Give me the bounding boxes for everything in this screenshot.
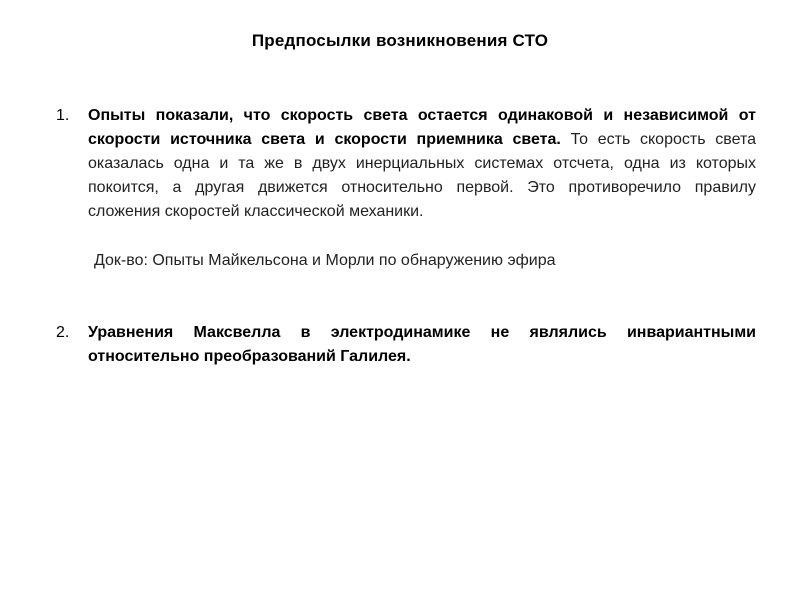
list-item-2-bold-text: Уравнения Максвелла в электродинамике не являлись инвариантными относительно преобразований Галилея. bbox=[88, 324, 756, 365]
list-number-2: 2. bbox=[56, 324, 70, 341]
list-item-1-normal-text: То есть скорость света оказалась одна и та же в двух инерциальных системах отсчета, одна из которых покоится, а другая движется относительно первой. Это противоречило правилу сложения скоростей классической механики. bbox=[88, 131, 756, 220]
proof-line: Док-во: Опыты Майкельсона и Морли по обнаружению эфира bbox=[94, 252, 556, 269]
list-number-1: 1. bbox=[56, 107, 70, 124]
list-item-1-bold-text: Опыты показали, что скорость света остается одинаковой и независимой от скорости источника света и скорости приемника света. bbox=[88, 107, 756, 148]
list-item-2 bbox=[56, 321, 756, 369]
list-item-1-text bbox=[88, 104, 756, 224]
list-item-2-text bbox=[88, 321, 756, 369]
list-item-1 bbox=[56, 104, 756, 224]
slide-title: Предпосылки возникновения СТО bbox=[251, 31, 549, 50]
